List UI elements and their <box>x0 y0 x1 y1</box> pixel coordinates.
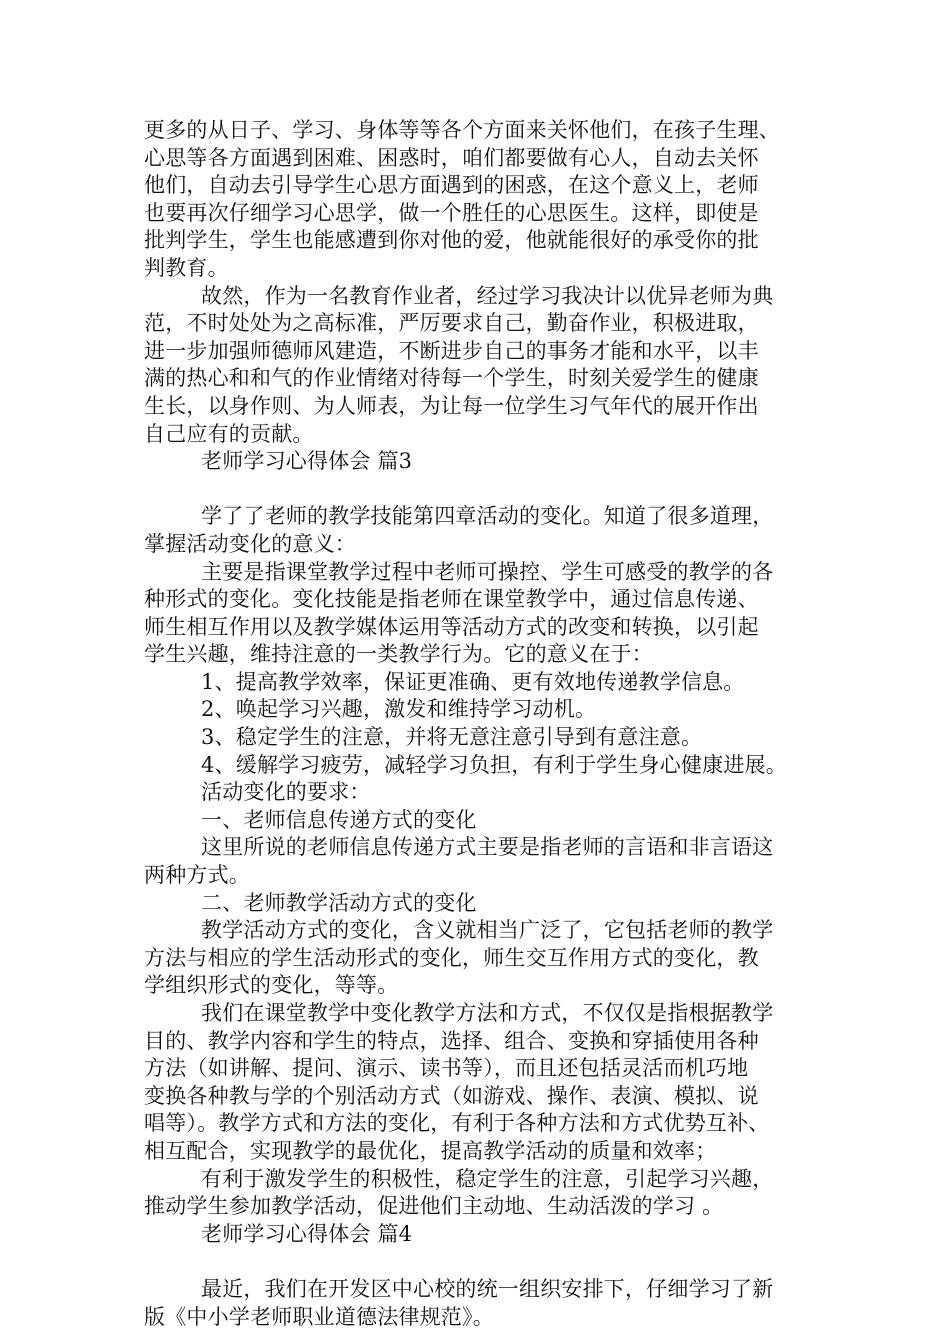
text-line: 自己应有的贡献。 <box>144 421 314 446</box>
text-line: 也要再次仔细学习心思学，做一个胜任的心思医生。这样，即使是 <box>144 200 759 225</box>
text-line: 范，不时处处为之高标准，严厉要求自己，勤奋作业，积极进取， <box>144 311 759 336</box>
paragraph <box>144 117 809 283</box>
text-line: 这里所说的老师信息传递方式主要是指老师的言语和非言语这 <box>201 835 774 860</box>
paragraph <box>144 1000 809 1166</box>
text-line: 满的热心和和气的作业情绪对待每一个学生，时刻关爱学生的健康 <box>144 366 759 391</box>
text-line: 相互配合，实现教学的最优化，提高教学活动的质量和效率； <box>144 1138 717 1163</box>
text-line: 学组织形式的变化，等等。 <box>144 973 399 998</box>
text-line: 主要是指课堂教学过程中老师可操控、学生可感受的教学的各 <box>201 559 774 584</box>
text-line: 方法（如讲解、提问、演示、读书等），而且还包括灵活而机巧地 <box>144 1056 749 1081</box>
text-line: 心思等各方面遇到困难、困惑时，咱们都要做有心人，自动去关怀 <box>144 145 759 170</box>
text-line: 我们在课堂教学中变化教学方法和方式，不仅仅是指根据教学 <box>201 1001 774 1025</box>
paragraph <box>144 503 809 558</box>
subsection-title: 二、老师教学活动方式的变化 <box>201 890 477 915</box>
text-line: 批判学生，学生也能感遭到你对他的爱，他就能很好的承受你的批 <box>144 228 759 253</box>
requirements-label: 活动变化的要求： <box>201 780 371 805</box>
list-item: 1、提高教学效率，保证更准确、更有效地传递教学信息。 <box>201 669 745 694</box>
paragraph <box>144 1166 809 1221</box>
list-item: 3、稳定学生的注意，并将无意注意引导到有意注意。 <box>201 725 703 750</box>
blank-line <box>144 1248 809 1276</box>
blank-line <box>144 476 809 504</box>
text-line: 最近，我们在开发区中心校的统一组织安排下，仔细学习了新 <box>201 1276 774 1301</box>
text-line: 更多的从日子、学习、身体等等各个方面来关怀他们，在孩子生理、 <box>144 118 780 142</box>
text-line: 两种方式。 <box>144 863 250 888</box>
text-line: 变换各种教与学的个别活动方式（如游戏、操作、表演、模拟、说 <box>144 1083 759 1108</box>
text-line: 学生兴趣，维持注意的一类教学行为。它的意义在于： <box>144 642 653 667</box>
text-line: 他们，自动去引导学生心思方面遇到的困惑，在这个意义上，老师 <box>144 173 759 198</box>
list-item: 2、唤起学习兴趣，激发和维持学习动机。 <box>201 697 597 722</box>
text-line: 目的、教学内容和学生的特点，选择、组合、变换和穿插使用各种 <box>144 1028 759 1053</box>
paragraph <box>144 917 809 1000</box>
text-line: 种形式的变化。变化技能是指老师在课堂教学中，通过信息传递、 <box>144 587 759 612</box>
text-line: 版《中小学老师职业道德法律规范》。 <box>144 1304 494 1329</box>
paragraph <box>144 1276 809 1331</box>
text-line: 师生相互作用以及教学媒体运用等活动方式的改变和转换，以引起 <box>144 614 759 639</box>
paragraph <box>144 834 809 889</box>
text-line: 判教育。 <box>144 255 229 280</box>
paragraph <box>144 283 809 449</box>
text-line: 学了了老师的教学技能第四章活动的变化。知道了很多道理， <box>201 504 774 529</box>
text-line: 掌握活动变化的意义： <box>144 531 356 556</box>
document-body <box>144 117 809 1331</box>
numbered-list <box>144 669 809 779</box>
text-line: 故然，作为一名教育作业者，经过学习我决计以优异老师为典 <box>201 283 774 308</box>
list-item: 4、缓解学习疲劳，减轻学习负担，有利于学生身心健康进展。 <box>201 752 787 777</box>
text-line: 教学活动方式的变化，含义就相当广泛了，它包括老师的教学 <box>201 918 774 943</box>
text-line: 生长，以身作则、为人师表，为让每一位学生习气年代的展开作出 <box>144 393 759 418</box>
text-line: 方法与相应的学生活动形式的变化，师生交互作用方式的变化，教 <box>144 945 759 970</box>
text-line: 进一步加强师德师风建造，不断进步自己的事务才能和水平，以丰 <box>144 338 759 363</box>
section-heading: 老师学习心得体会 篇3 <box>201 449 413 474</box>
paragraph <box>144 559 809 669</box>
subsection-title: 一、老师信息传递方式的变化 <box>201 807 477 832</box>
text-line: 有利于激发学生的积极性，稳定学生的注意，引起学习兴趣， <box>201 1166 774 1191</box>
section-heading: 老师学习心得体会 篇4 <box>201 1221 413 1246</box>
text-line: 推动学生参加教学活动，促进他们主动地、生动活泼的学习 。 <box>144 1194 724 1219</box>
text-line: 唱等）。教学方式和方法的变化，有利于各种方法和方式优势互补、 <box>144 1111 770 1136</box>
